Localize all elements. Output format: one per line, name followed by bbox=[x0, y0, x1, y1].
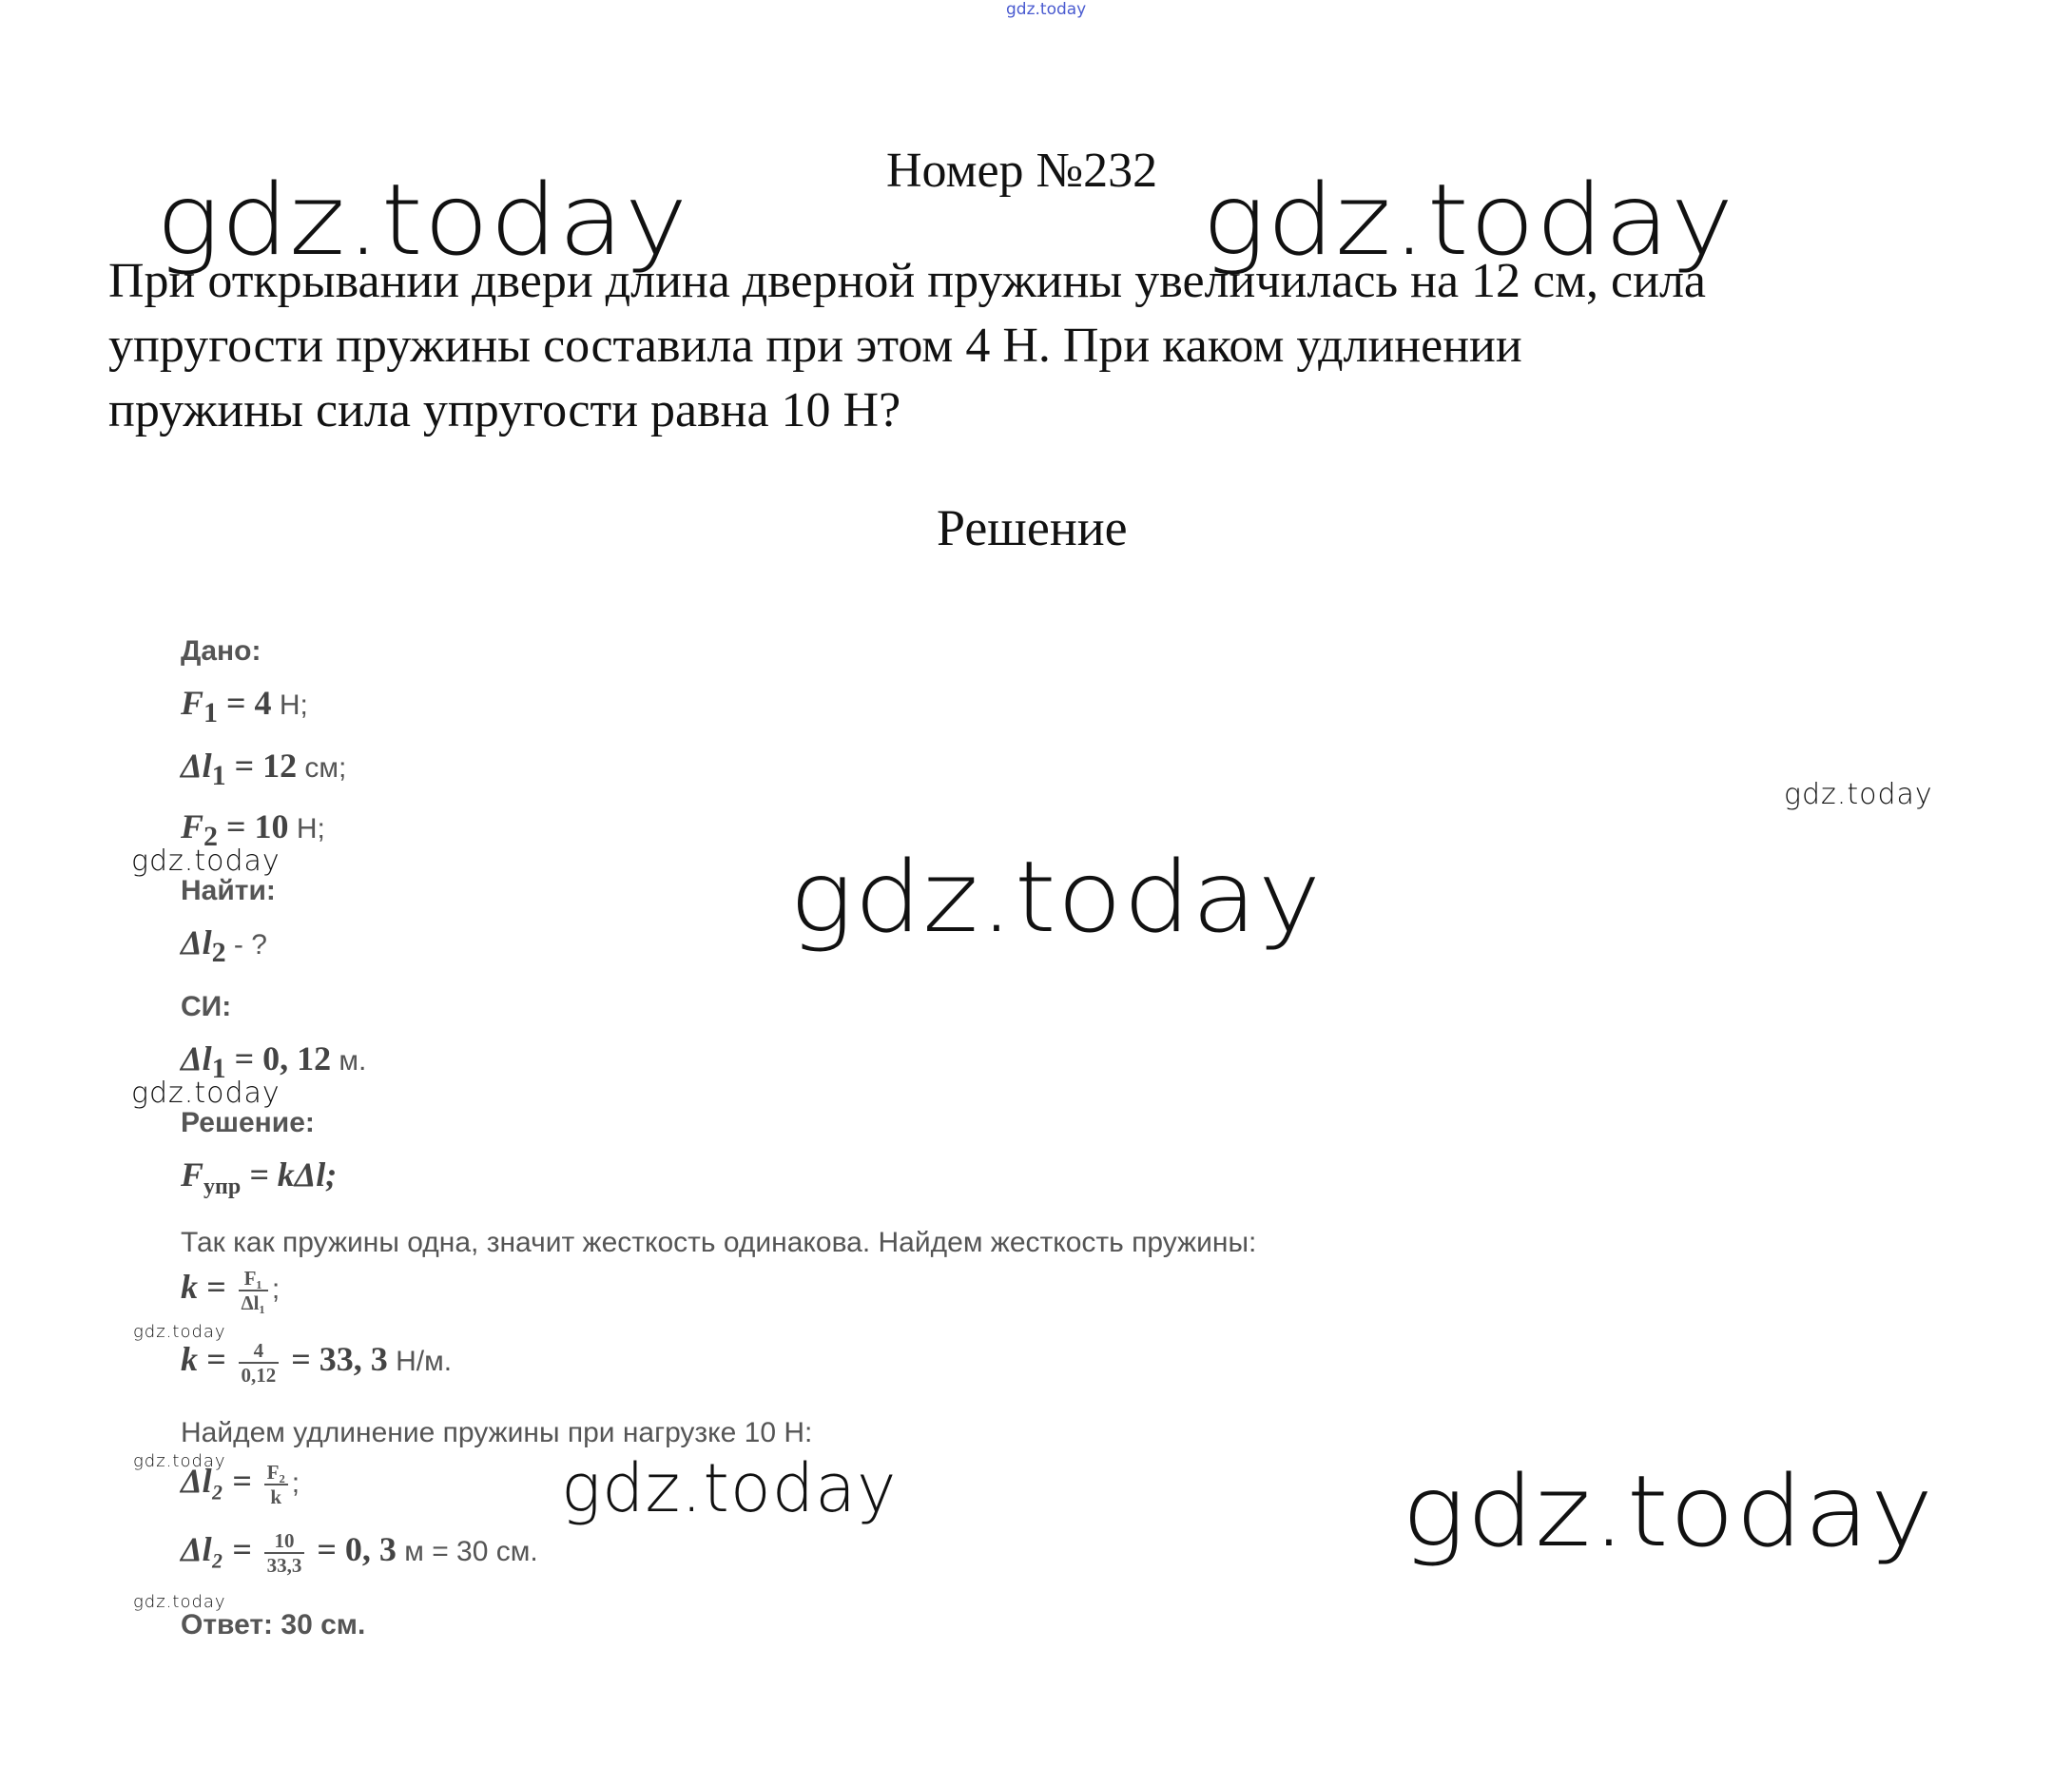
watermark-large-1: gdz.today bbox=[156, 164, 689, 278]
find-label: Найти: bbox=[181, 875, 276, 906]
formula-dl2: Δl₂ = $\frac{\text{F₂}}{k}$ ; bbox=[181, 1461, 300, 1509]
given-f1: $F_1 = 4$ Н; bbox=[181, 684, 308, 729]
formula-hooke: $F_{упр} = k\Delta l$; bbox=[181, 1155, 338, 1200]
si-label: СИ: bbox=[181, 991, 232, 1022]
fraction-f1-dl1: $\frac{\text{F₁}}{\text{Δl₁}}$ bbox=[239, 1267, 268, 1314]
given-dl1: $\Delta l_1 = 12$ см; bbox=[181, 747, 347, 792]
find-value: $\Delta l_2$ - ? bbox=[181, 923, 267, 969]
watermark-large-3: gdz.today bbox=[789, 841, 1323, 955]
watermark-tiny-2: gdz.today bbox=[133, 1451, 226, 1471]
watermark-tiny-3: gdz.today bbox=[133, 1592, 226, 1612]
problem-statement bbox=[108, 249, 1991, 443]
watermark-large-4: gdz.today bbox=[1402, 1455, 1935, 1569]
solution-heading: Решение bbox=[937, 499, 1128, 556]
answer: Ответ: 30 см. bbox=[181, 1609, 366, 1640]
top-watermark: gdz.today bbox=[1006, 0, 1087, 19]
watermark-small-right: gdz.today bbox=[1784, 778, 1933, 811]
fraction-10-333: $\frac{10}{33,3}$ bbox=[264, 1529, 305, 1577]
watermark-large-2: gdz.today bbox=[1202, 164, 1735, 278]
explanation-text-2: Найдем удлинение пружины при нагрузке 10 Н: bbox=[181, 1417, 813, 1448]
fraction-f2-k: $\frac{\text{F₂}}{k}$ bbox=[264, 1461, 288, 1508]
given-f2: $F_2 = 10$ Н; bbox=[181, 807, 325, 853]
problem-line-2: упругости пружины составила при этом 4 Н. При каком удлинении bbox=[108, 319, 1522, 373]
fraction-4-012: $\frac{4}{0,12}$ bbox=[239, 1339, 280, 1387]
given-label: Дано: bbox=[181, 635, 261, 667]
watermark-small-left-2: gdz.today bbox=[131, 1077, 281, 1110]
watermark-small-left-1: gdz.today bbox=[131, 844, 281, 878]
solution-label: Решение: bbox=[181, 1107, 315, 1138]
formula-k-value: k = $\frac{4}{0,12}$ = 33, 3 Н/м. bbox=[181, 1339, 453, 1388]
explanation-text-1: Так как пружины одна, значит жесткость одинакова. Найдем жесткость пружины: bbox=[181, 1227, 1257, 1258]
formula-k: k = $\frac{\text{F₁}}{\text{Δl₁}}$ ; bbox=[181, 1267, 281, 1315]
watermark-tiny-1: gdz.today bbox=[133, 1322, 226, 1342]
page-title: Номер №232 bbox=[886, 144, 1158, 198]
problem-line-3: пружины сила упругости равна 10 Н? bbox=[108, 383, 901, 437]
formula-dl2-value: Δl₂ = $\frac{10}{33,3}$ = 0, 3 м = 30 см. bbox=[181, 1529, 538, 1578]
watermark-medium: gdz.today bbox=[561, 1449, 898, 1527]
problem-line-1: При открывании двери длина дверной пружины увеличилась на 12 см, сила bbox=[108, 254, 1706, 308]
si-value: $\Delta l_1 = 0$, 12 м. bbox=[181, 1039, 367, 1085]
